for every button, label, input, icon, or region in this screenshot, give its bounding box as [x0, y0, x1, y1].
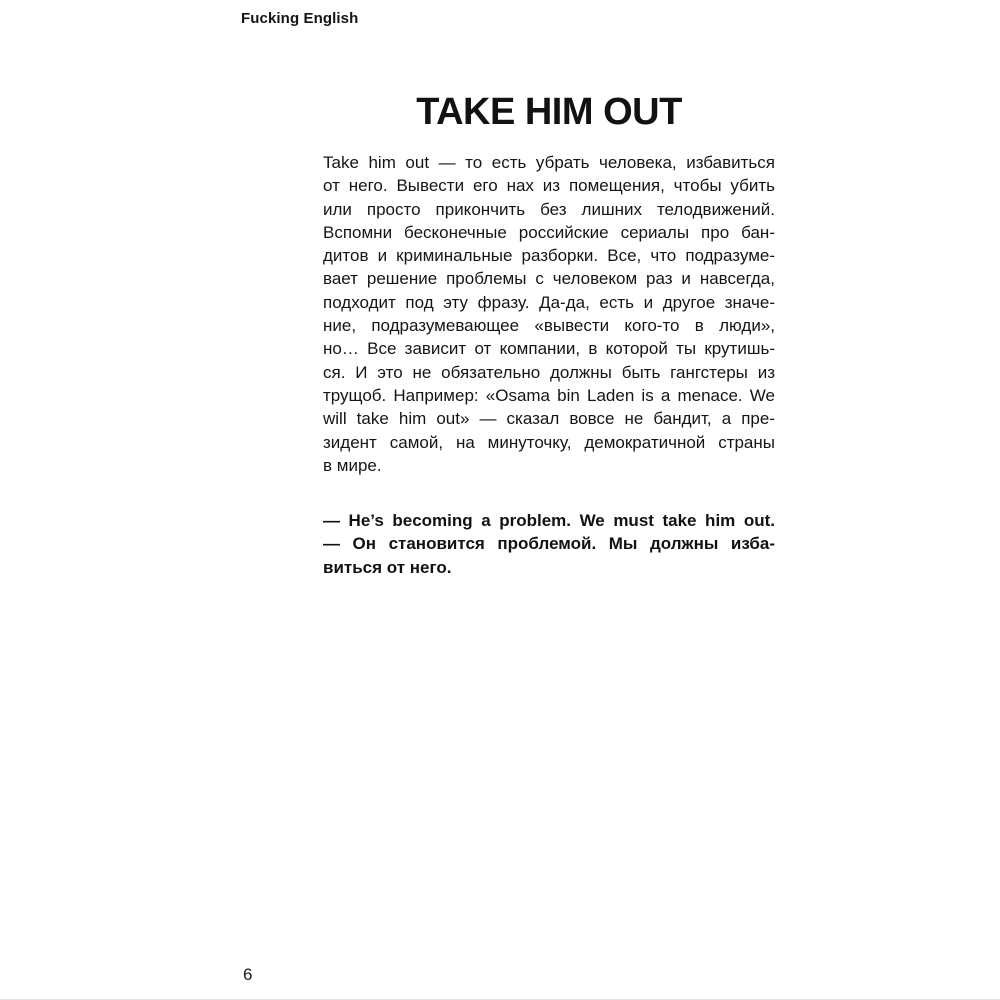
example-line-english: — He’s becoming a problem. We must take him out.: [323, 511, 775, 530]
body-line: Вспомни бесконечные российские сериалы про бан-: [323, 222, 775, 242]
entry-title: TAKE HIM OUT: [416, 91, 682, 133]
body-line: но… Все зависит от компании, в которой ты крутишь-: [323, 339, 775, 359]
body-line: подходит под эту фразу. Да-да, есть и другое значе-: [323, 292, 775, 312]
body-line: will take him out» — сказал вовсе не бандит, а пре-: [323, 409, 775, 429]
body-line: или просто прикончить без лишних телодвижений.: [323, 199, 775, 219]
body-line: ся. И это не обязательно должны быть гангстеры из: [323, 362, 775, 382]
body-line: дитов и криминальные разборки. Все, что подразуме-: [323, 246, 775, 266]
body-line: трущоб. Например: «Osama bin Laden is a menace. We: [323, 385, 775, 405]
body-line: вает решение проблемы с человеком раз и навсегда,: [323, 269, 775, 289]
body-line: от него. Вывести его нах из помещения, чтобы убить: [323, 176, 775, 196]
example-line-russian: — Он становится проблемой. Мы должны изба-: [323, 534, 775, 554]
running-header: Fucking English: [241, 10, 359, 27]
body-line: ние, подразумевающее «вывести кого-то в люди»,: [323, 316, 775, 336]
example-block: [323, 509, 775, 579]
entry-body: [323, 151, 775, 477]
body-line: в мире.: [323, 455, 382, 475]
body-line: зидент самой, на минуточку, демократичной страны: [323, 432, 775, 452]
body-line: Take him out — то есть убрать человека, избавиться: [323, 153, 775, 172]
page-number: 6: [243, 965, 253, 984]
example-line-russian: виться от него.: [323, 557, 452, 577]
